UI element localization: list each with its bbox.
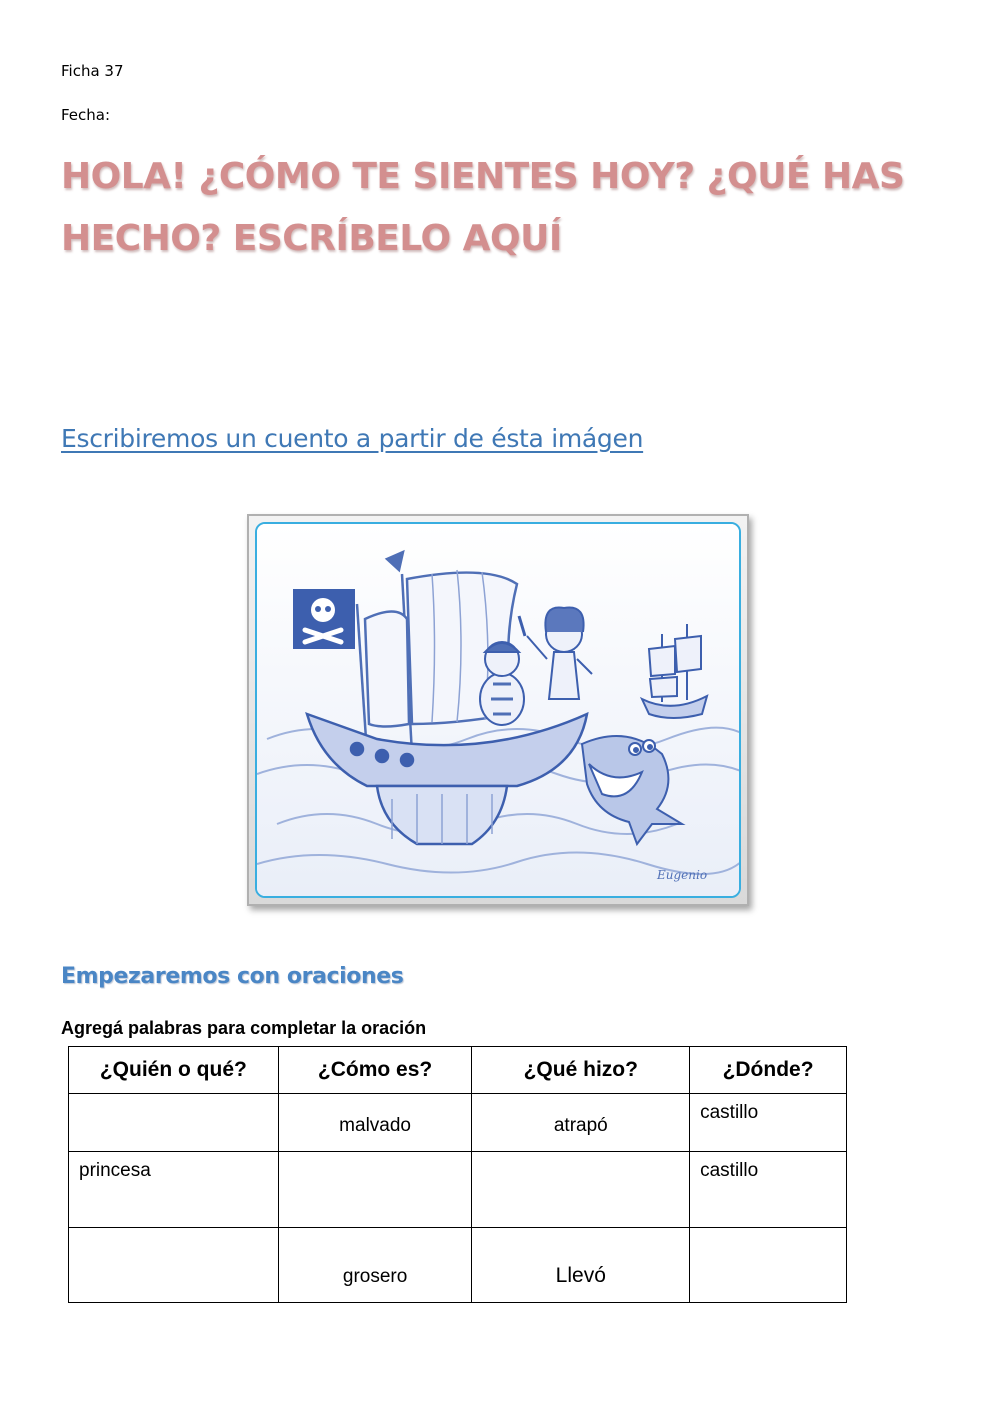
cell-quien[interactable] <box>69 1228 279 1303</box>
instruction-text: Agregá palabras para completar la oración <box>61 1018 427 1038</box>
cell-como[interactable]: malvado <box>278 1094 472 1152</box>
table-row <box>69 1228 847 1303</box>
page-title-line-1: HOLA! ¿CÓMO TE SIENTES HOY? ¿QUÉ HAS <box>61 156 905 197</box>
cell-donde[interactable]: castillo <box>690 1094 847 1152</box>
sentence-table <box>68 1046 847 1303</box>
cell-como[interactable]: grosero <box>278 1228 472 1303</box>
header-quien: ¿Quién o qué? <box>69 1047 279 1094</box>
pirate-flag <box>293 589 355 649</box>
cell-como[interactable] <box>278 1152 472 1228</box>
illustration-frame <box>247 514 749 906</box>
cell-donde[interactable] <box>690 1228 847 1303</box>
page-title-line-2: HECHO? ESCRÍBELO AQUÍ <box>61 218 562 259</box>
header-donde: ¿Dónde? <box>690 1047 847 1094</box>
cell-que-hizo[interactable]: Llevó <box>472 1228 690 1303</box>
subtitle: Escribiremos un cuento a partir de ésta imágen <box>61 424 644 453</box>
cell-que-hizo[interactable]: atrapó <box>472 1094 690 1152</box>
table-row <box>69 1152 847 1228</box>
pirate-figure <box>480 642 524 725</box>
sheet-number: Ficha 37 <box>61 62 124 80</box>
header-que-hizo: ¿Qué hizo? <box>472 1047 690 1094</box>
table-header-row <box>69 1047 847 1094</box>
page-title <box>61 146 921 270</box>
section-title: Empezaremos con oraciones <box>61 964 404 989</box>
header-como: ¿Cómo es? <box>278 1047 472 1094</box>
illustration <box>255 522 741 898</box>
date-label: Fecha: <box>61 106 111 124</box>
table-row <box>69 1094 847 1152</box>
cell-donde[interactable]: castillo <box>690 1152 847 1228</box>
artist-signature: Eugenio <box>657 868 708 882</box>
cell-quien[interactable] <box>69 1094 279 1152</box>
cell-quien[interactable]: princesa <box>69 1152 279 1228</box>
cell-que-hizo[interactable] <box>472 1152 690 1228</box>
